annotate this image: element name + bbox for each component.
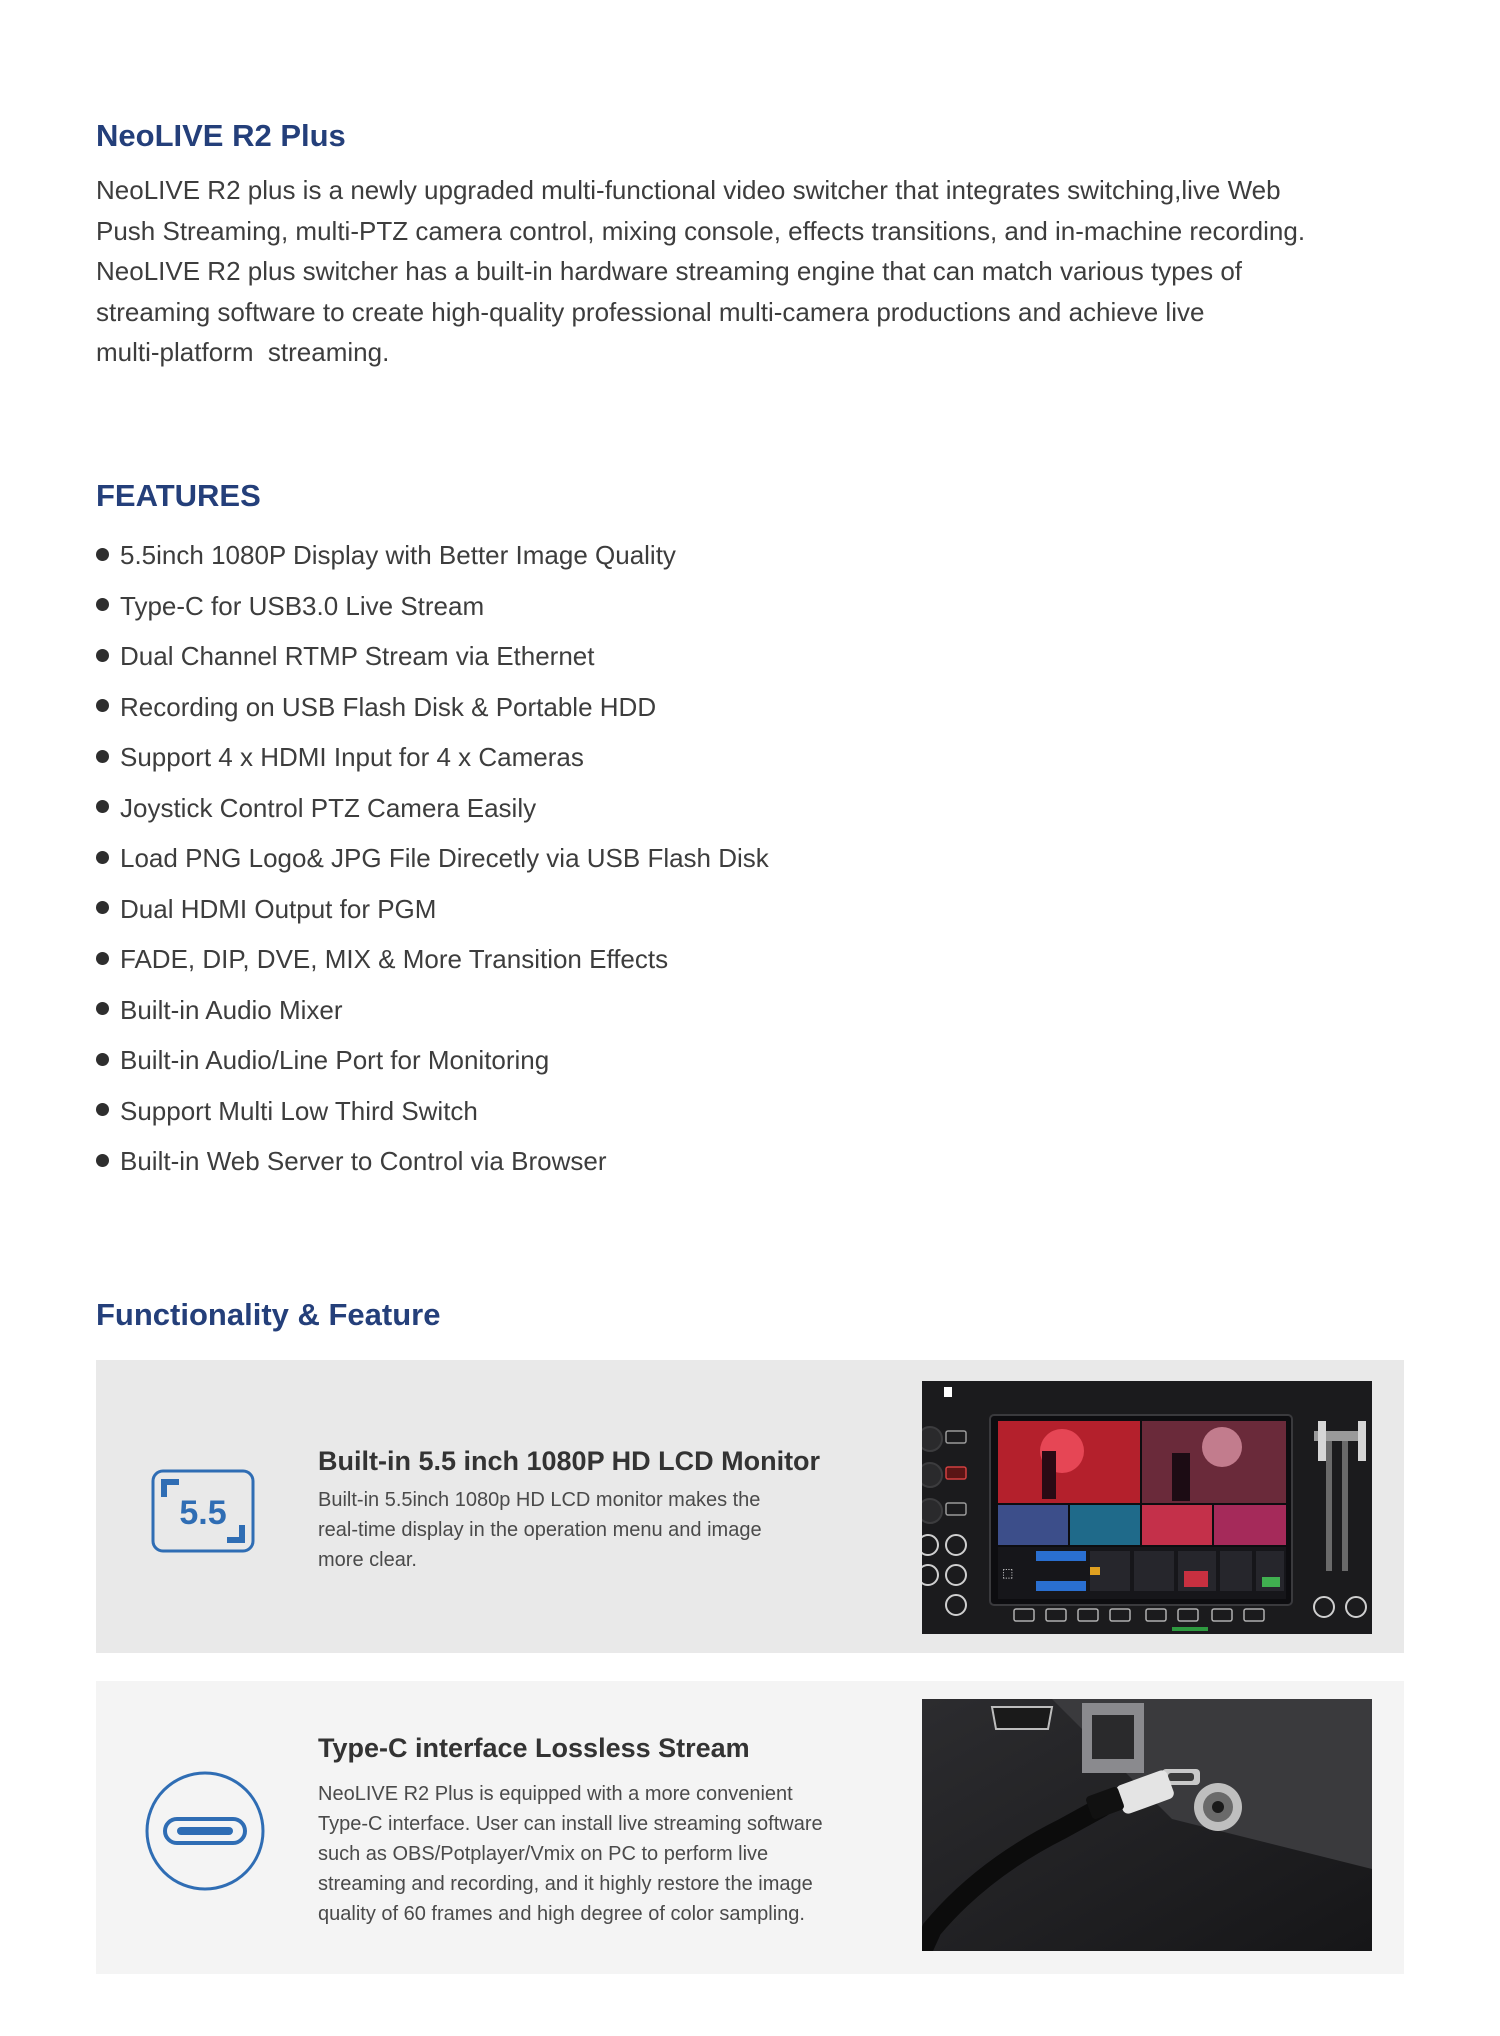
feature-text: Built-in Audio/Line Port for Monitoring — [120, 1045, 550, 1075]
feature-item — [96, 536, 769, 587]
feature-text: Joystick Control PTZ Camera Easily — [120, 792, 537, 823]
feature-item — [96, 890, 769, 941]
feature-text: Support Multi Low Third Switch — [120, 1095, 478, 1126]
feature-item — [96, 839, 769, 890]
bullet-icon — [96, 851, 109, 864]
feature-text: Built-in Web Server to Control via Browser — [120, 1146, 607, 1176]
desc-line: Built-in 5.5inch 1080p HD LCD monitor makes the — [318, 1489, 761, 1511]
lcd-size-icon — [150, 1468, 256, 1554]
feature-item — [96, 688, 769, 739]
product-intro — [96, 170, 1396, 373]
bullet-icon — [96, 952, 109, 965]
bullet-icon — [96, 901, 109, 914]
feature-item — [96, 789, 769, 840]
bullet-icon — [96, 548, 109, 561]
desc-line: streaming and recording, and it highly restore the image — [318, 1873, 813, 1895]
screen-clock-glyph: ⬚ — [1002, 1566, 1014, 1580]
feature-text: Dual HDMI Output for PGM — [120, 893, 437, 924]
feature-text: Dual Channel RTMP Stream via Ethernet — [120, 641, 595, 671]
feature-item — [96, 991, 769, 1042]
bullet-icon — [96, 699, 109, 712]
feature-item — [96, 940, 769, 991]
feature-item — [96, 738, 769, 789]
feature-item — [96, 1041, 769, 1092]
desc-line: such as OBS/Potplayer/Vmix on PC to perform live — [318, 1843, 769, 1865]
feature-text: Load PNG Logo& JPG File Direcetly via USB Flash Disk — [120, 843, 769, 873]
functionality-heading: Functionality & Feature — [96, 1297, 441, 1332]
desc-line: Type-C interface. User can install live streaming software — [318, 1813, 823, 1835]
feature-panel-lcd — [96, 1360, 1404, 1653]
feature-text: Recording on USB Flash Disk & Portable HDD — [120, 691, 657, 722]
intro-line: Push Streaming, multi-PTZ camera control, mixing console, effects transitions, and in-machine recording. — [96, 215, 1306, 246]
desc-line: real-time display in the operation menu and image — [318, 1519, 762, 1541]
bullet-icon — [96, 1053, 109, 1066]
desc-line: quality of 60 frames and high degree of color sampling. — [318, 1903, 805, 1925]
intro-line: NeoLIVE R2 plus switcher has a built-in hardware streaming engine that can match various types of — [96, 256, 1243, 286]
feature-item — [96, 637, 769, 688]
panel-title: Built-in 5.5 inch 1080P HD LCD Monitor — [318, 1446, 821, 1476]
bullet-icon — [96, 1154, 109, 1167]
bullet-icon — [96, 1103, 109, 1116]
feature-item — [96, 1092, 769, 1143]
lcd-size-icon-text: 5.5 — [179, 1494, 227, 1532]
desc-line: NeoLIVE R2 Plus is equipped with a more convenient — [318, 1783, 793, 1805]
bullet-icon — [96, 800, 109, 813]
feature-text: FADE, DIP, DVE, MIX & More Transition Effects — [120, 944, 669, 974]
feature-item — [96, 1142, 769, 1193]
panel-description — [318, 1485, 878, 1575]
feature-text: Support 4 x HDMI Input for 4 x Cameras — [120, 742, 584, 772]
intro-line: streaming software to create high-quality professional multi-camera productions and achieve live — [96, 296, 1205, 327]
intro-line: NeoLIVE R2 plus is a newly upgraded multi-functional video switcher that integrates switching,live Web — [96, 175, 1281, 205]
type-c-port-photo — [922, 1699, 1372, 1951]
bullet-icon — [96, 1002, 109, 1015]
feature-text: Type-C for USB3.0 Live Stream — [120, 590, 485, 621]
bullet-icon — [96, 598, 109, 611]
panel-description — [318, 1779, 878, 1929]
device-lcd-photo — [922, 1381, 1372, 1634]
feature-panel-typec — [96, 1681, 1404, 1974]
feature-text: 5.5inch 1080P Display with Better Image Quality — [120, 540, 676, 570]
bullet-icon — [96, 649, 109, 662]
feature-item — [96, 587, 769, 638]
features-heading: FEATURES — [96, 478, 261, 513]
type-c-port-icon — [144, 1770, 266, 1892]
intro-line: multi-platform streaming. — [96, 337, 390, 367]
desc-line: more clear. — [318, 1549, 417, 1571]
panel-title: Type-C interface Lossless Stream — [318, 1733, 750, 1763]
feature-text: Built-in Audio Mixer — [120, 994, 343, 1025]
bullet-icon — [96, 750, 109, 763]
product-title: NeoLIVE R2 Plus — [96, 118, 346, 153]
features-list — [96, 536, 769, 1193]
